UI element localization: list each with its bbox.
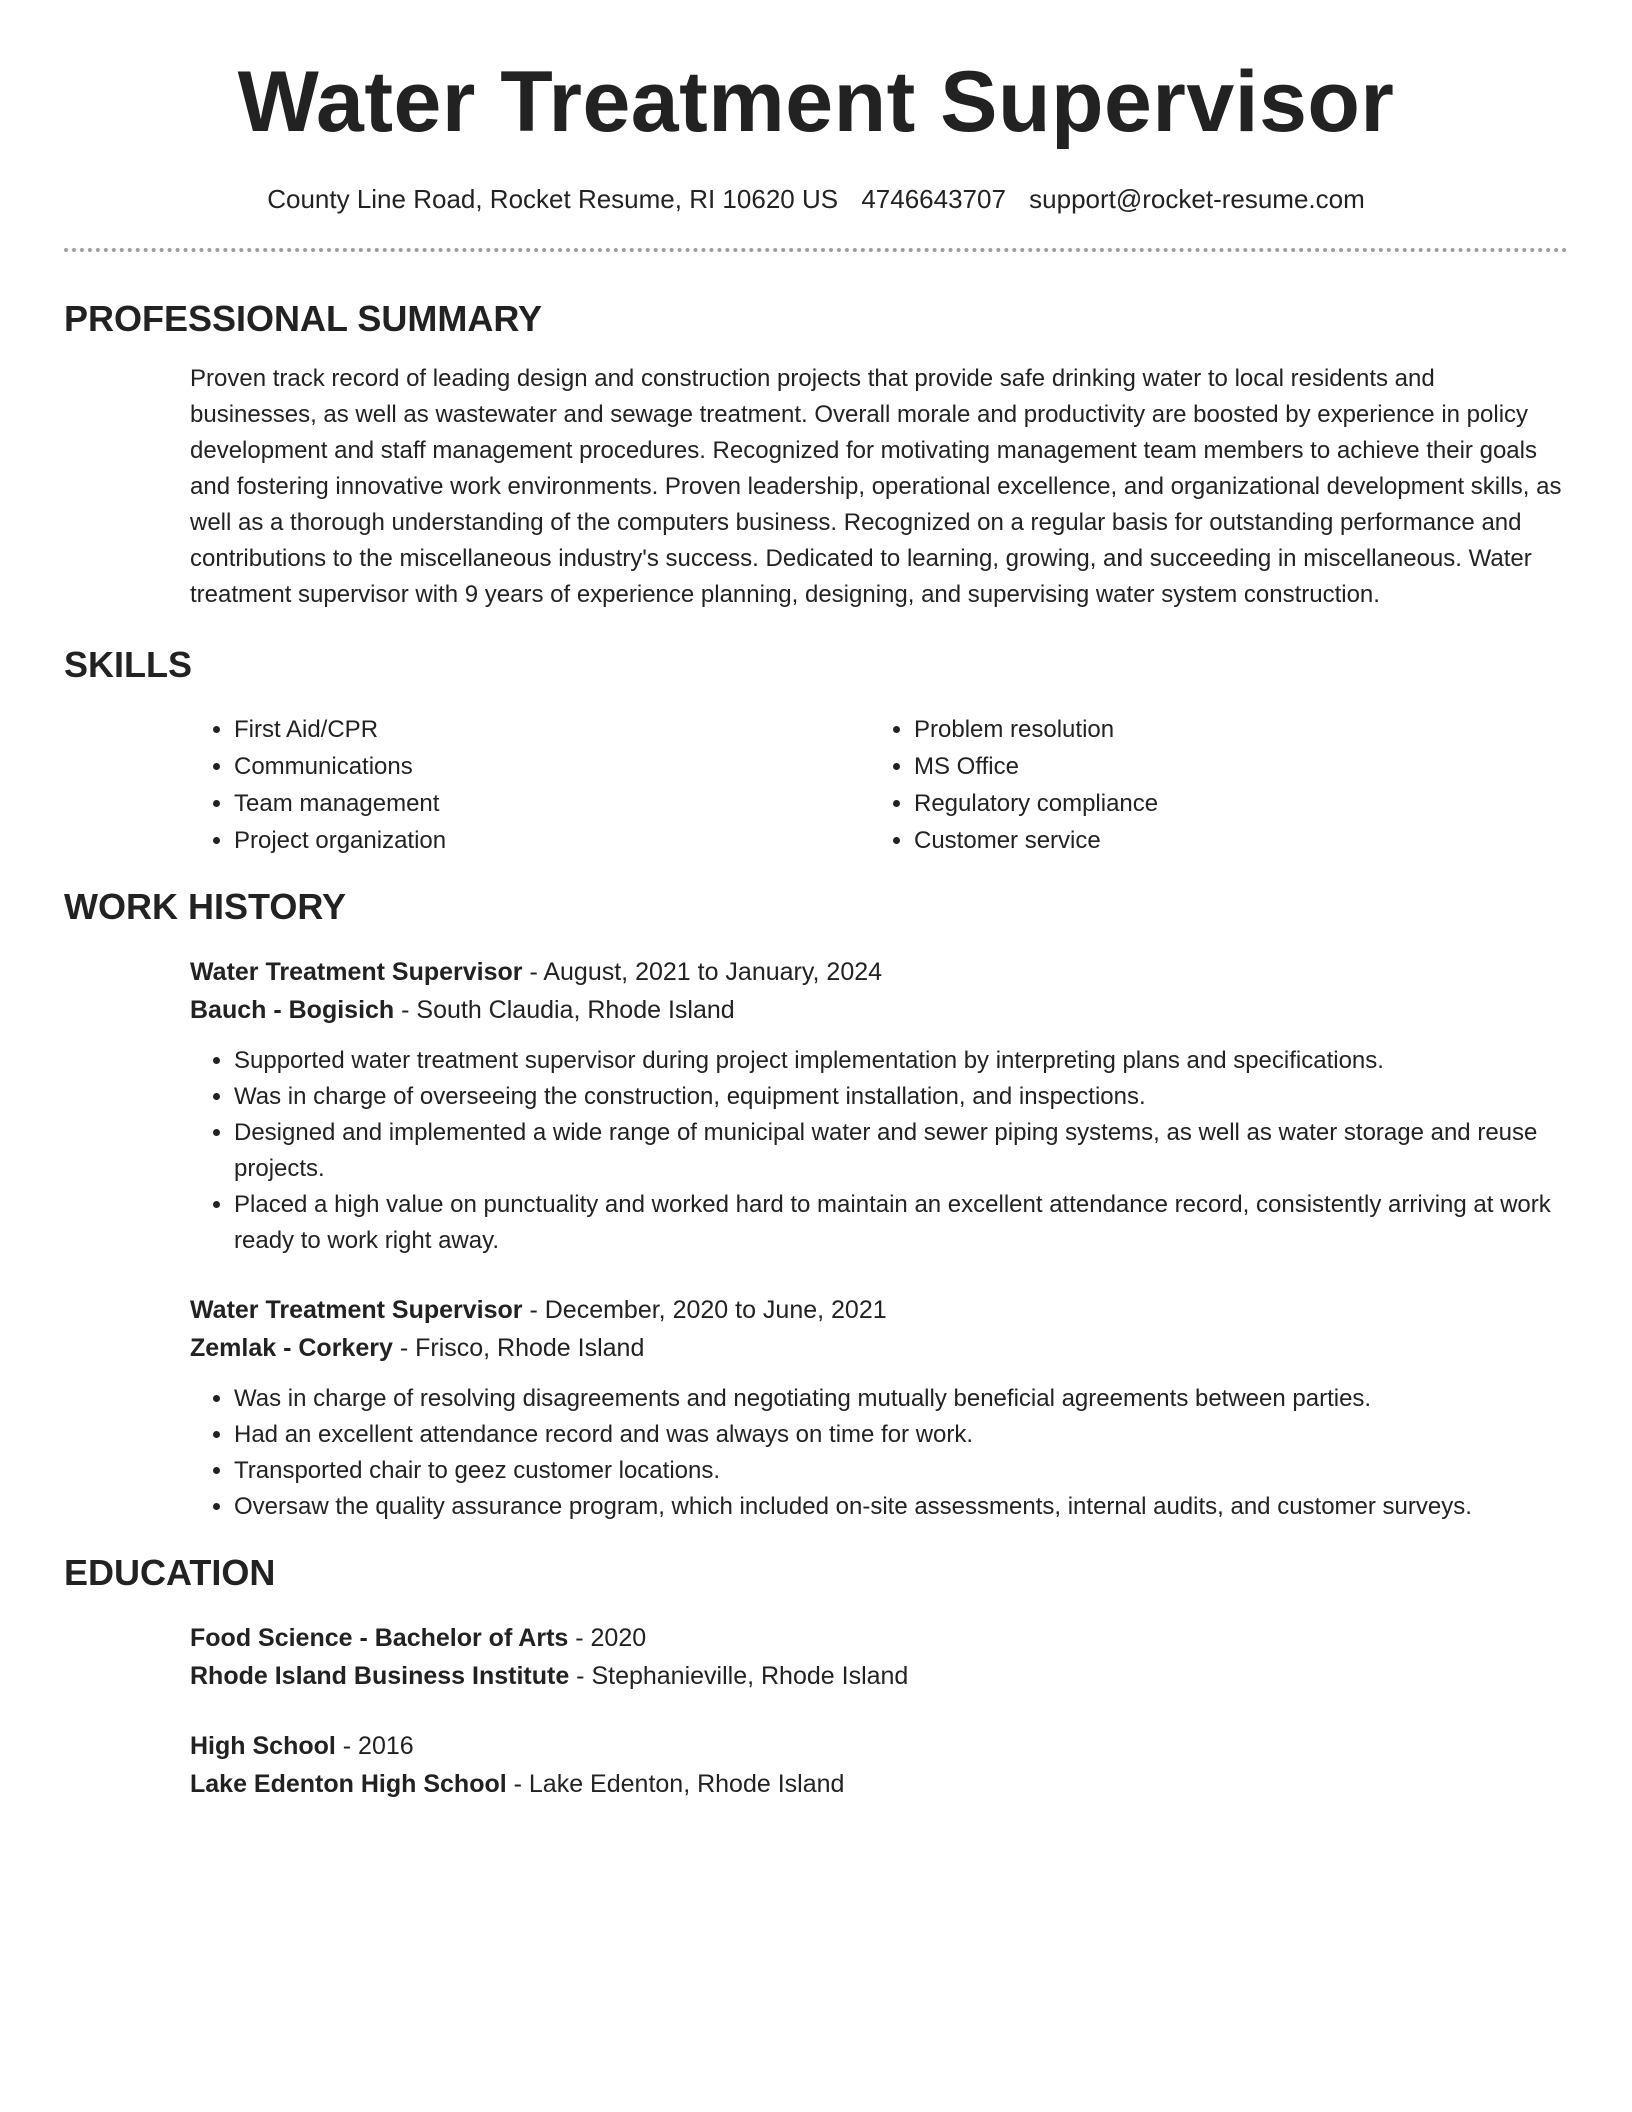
job-dates: - August, 2021 to January, 2024 [522,958,883,986]
job-bullet: • Placed a high value on punctuality and worked hard to maintain an excellent attendance record, consistently arriving at work ready to work right away. [234,1187,1568,1259]
contact-phone: 4746643707 [861,184,1006,214]
contact-line [64,182,1568,216]
header-divider [64,248,1568,252]
job-role: Water Treatment Supervisor [190,958,523,986]
job-title-line [190,1291,1568,1329]
job-bullets [190,1381,1568,1525]
education-entry [190,1619,1568,1695]
job-bullet: • Designed and implemented a wide range of municipal water and sewer piping systems, as well as water storage and reuse projects. [234,1115,1568,1187]
skill-item: • Customer service [914,822,1550,859]
job-bullet: • Oversaw the quality assurance program, which included on-site assessments, internal audits, and customer surveys. [234,1489,1568,1525]
education-degree: Food Science - Bachelor of Arts [190,1624,569,1652]
summary-text: Proven track record of leading design and construction projects that provide safe drinking water to local residents and businesses, as well as wastewater and sewage treatment. Overall morale and productivity are boosted by experience in policy development and staff management procedures. Recognized for motivating management team members to achieve their goals and fostering innovative work environments. Proven leadership, operational excellence, and organizational development skills, as well as a thorough understanding of the computers business. Recognized on a regular basis for outstanding performance and contributions to the miscellaneous industry's success. Dedicated to learning, growing, and succeeding in miscellaneous. Water treatment supervisor with 9 years of experience planning, designing, and supervising water system construction. [190,365,1562,608]
education-degree: High School [190,1732,336,1760]
job-bullet: • Transported chair to geez customer locations. [234,1453,1568,1489]
skills-heading: SKILLS [64,644,193,685]
job-company: Bauch - Bogisich [190,996,395,1024]
job-bullet: • Supported water treatment supervisor during project implementation by interpreting plans and specifications. [234,1043,1568,1079]
education-school-line [190,1657,1568,1695]
job-role: Water Treatment Supervisor [190,1296,523,1324]
skills-column-right [870,711,1550,859]
job-bullet: • Had an excellent attendance record and was always on time for work. [234,1417,1568,1453]
job-title-line [190,953,1568,991]
skill-item: • Communications [234,748,870,785]
resume-page [64,0,1568,1803]
job-bullets [190,1043,1568,1259]
job-company: Zemlak - Corkery [190,1334,393,1362]
skill-item: • Problem resolution [914,711,1550,748]
job-location: - South Claudia, Rhode Island [394,996,735,1024]
education-location: - Stephanieville, Rhode Island [569,1662,909,1690]
skill-item: • Project organization [234,822,870,859]
education-year: - 2020 [568,1624,647,1652]
education-school-line [190,1765,1568,1803]
education-year: - 2016 [335,1732,414,1760]
skills-list [190,711,1568,859]
job-bullet: • Was in charge of resolving disagreements and negotiating mutually beneficial agreements between parties. [234,1381,1568,1417]
skill-item: • Team management [234,785,870,822]
work-history-heading: WORK HISTORY [64,886,347,927]
job-location: - Frisco, Rhode Island [392,1334,645,1362]
resume-name: Water Treatment Supervisor [237,54,1395,150]
summary-heading: PROFESSIONAL SUMMARY [64,298,543,339]
education-degree-line [190,1727,1568,1765]
education-entry [190,1727,1568,1803]
job-entry [190,953,1568,1259]
education-school: Lake Edenton High School [190,1770,507,1798]
education-location: - Lake Edenton, Rhode Island [506,1770,845,1798]
job-entry [190,1291,1568,1525]
job-company-line [190,991,1568,1029]
job-dates: - December, 2020 to June, 2021 [522,1296,887,1324]
education-school: Rhode Island Business Institute [190,1662,570,1690]
job-bullet: • Was in charge of overseeing the construction, equipment installation, and inspections. [234,1079,1568,1115]
contact-email: support@rocket-resume.com [1029,184,1365,214]
skill-item: • First Aid/CPR [234,711,870,748]
education-heading: EDUCATION [64,1552,276,1593]
contact-address: County Line Road, Rocket Resume, RI 10620 US [267,184,839,214]
skill-item: • MS Office [914,748,1550,785]
education-degree-line [190,1619,1568,1657]
skills-column-left [190,711,870,859]
skill-item: • Regulatory compliance [914,785,1550,822]
job-company-line [190,1329,1568,1367]
